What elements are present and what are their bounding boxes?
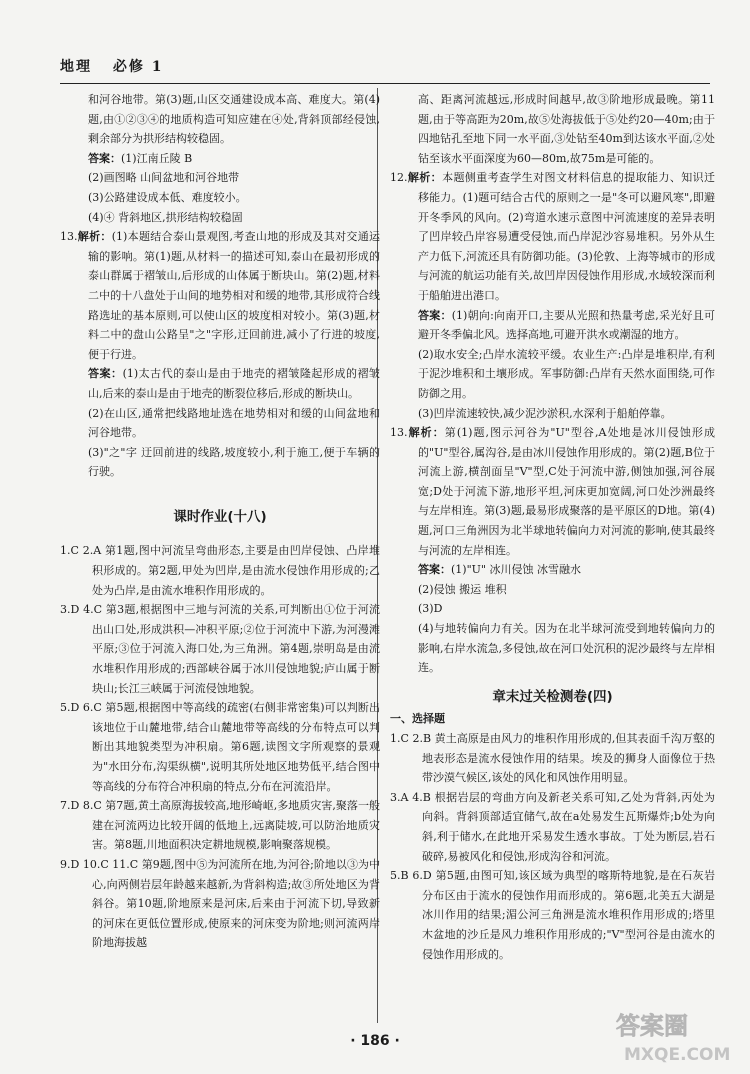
list-item <box>60 855 380 953</box>
section-title: 章末过关检测卷(四) <box>492 688 613 705</box>
analysis-text: 第(1)题,图示河谷为"U"型谷,A处地是冰川侵蚀形成的"U"型谷,属沟谷,是由冰川侵蚀作用形成的。第(2)题,B位于河流上游,横剖面呈"V"型,C处于河流中游,侧蚀加强,河谷展宽;D处于河流下游,地形平坦,河床更加宽阔,河口处沙洲最终与左岸相连。第(3)题,最易形成聚落的是平原区的D地。第(4)题,河口三角洲因为北半球地转偏向力对河流的影响,使其最终与河流的左岸相连。 <box>418 426 715 557</box>
header-volume: 必修 1 <box>112 59 164 75</box>
item-number: 1. <box>60 544 71 558</box>
analysis-text: (1)本题结合泰山景观图,考查山地的形成及其对交通运输的影响。第(1)题,从材料一的描述可知,泰山在最初形成的泰山群属于褶皱山,后形成的山体属于断块山。第(2)题,材料二中的十八盘处于山间的地势相对和缓的地带,其形成符合线路选址的基本原则,可以使山区的坡度相对较小。第(3)题,材料二中的盘山公路呈"之"字形,迂回前进,减小了行进的坡度,便于行进。 <box>88 230 381 361</box>
question-13-analysis <box>60 227 380 364</box>
list-item <box>390 788 715 866</box>
answer-line <box>60 149 380 169</box>
answer-text: (1)江南丘陵 B <box>121 151 193 165</box>
item-number: 1. <box>390 732 401 745</box>
item-text: D 8.C 第7题,黄土高原海拔较高,地形崎岖,多地质灾害,聚落一般建在河流两边比较开阔的低地上,远离陡坡,可以防治地质灾害。第8题,川地面积决定耕地规模,影响聚落规模。 <box>70 799 380 852</box>
analysis-label: 解析： <box>77 230 112 244</box>
list-item <box>390 866 715 964</box>
answer-line: (3)公路建设成本低、难度较小。 <box>88 190 247 204</box>
header-subject: 地理 <box>60 59 92 75</box>
answer-line: (4)与地转偏向力有关。因为在北半球河流受到地转偏向力的影响,右岸水流急,多侵蚀,故在河口处沉积的泥沙最终与左岸相连。 <box>418 622 715 675</box>
answer-label: 答案： <box>418 308 452 322</box>
item-number: 5. <box>390 869 401 883</box>
answer-line: (2)取水安全;凸岸水流较平缓。农业生产:凸岸是堆积岸,有利于泥沙堆积和土壤形成。军事防御:凸岸有天然水面围绕,可作防御之用。 <box>418 347 715 400</box>
answer-line: (3)凹岸流速较快,减少泥沙淤积,水深利于船舶停靠。 <box>418 406 672 420</box>
answer-label: 答案： <box>88 151 121 165</box>
answer-text: (1)太古代的泰山是由于地壳的褶皱隆起形成的褶皱山,后来的泰山是由于地壳的断裂位移后,形成的断块山。 <box>88 367 380 400</box>
list-item <box>390 729 715 788</box>
answer-line: (2)侵蚀 搬运 堆积 <box>418 582 507 596</box>
subsection-title: 一、选择题 <box>390 712 445 726</box>
analysis-label: 解析： <box>407 171 443 185</box>
paragraph: 高、距离河流越远,形成时间越早,故③阶地形成最晚。第11题,由于等高距为20m,故⑤处海拔低于⑤处约20—40m;由于四地钻孔至地下同一水平面,③处钻至40m到达该水平面,②处钻至该水平面深度为60—80m,故75m是可能的。 <box>418 93 715 165</box>
answer-label: 答案： <box>418 563 451 577</box>
item-number: 3. <box>60 603 71 617</box>
item-text: D 10.C 11.C 第9题,图中⑤为河流所在地,为河谷;阶地以③为中心,向两侧岩层年龄越来越新,为背斜构造;故③所处地区为背斜谷。第10题,阶地原来是河床,后来由于河流下切,导致新的河床在更低位置形成,使原来的河床变为阶地;则河流两岸阶地海拔越 <box>70 857 380 950</box>
item-number: 3. <box>390 790 401 804</box>
item-text: A 4.B 根据岩层的弯曲方向及新老关系可知,乙处为背斜,丙处为向斜。背斜顶部适宜储气,故在a处易发生瓦斯爆炸;b处为向斜,利于储水,在此地开采易发生透水事故。丁处为断层,岩石破碎,易被风化和侵蚀,形成沟谷和河流。 <box>400 790 715 863</box>
answer-label: 答案： <box>88 367 123 381</box>
header-rule <box>60 83 710 84</box>
list-item <box>60 541 380 600</box>
list-item <box>60 698 380 796</box>
analysis-label: 解析： <box>407 426 445 440</box>
page-header <box>60 56 178 76</box>
question-12-analysis <box>390 168 715 305</box>
list-item <box>60 796 380 855</box>
answer-line: (3)"之"字 迂回前进的线路,坡度较小,利于施工,便于车辆的行驶。 <box>88 445 380 479</box>
item-number: 9. <box>60 857 71 871</box>
item-text: C 2.B 黄土高原是由风力的堆积作用形成的,但其表面千沟万壑的地表形态是流水侵蚀作用的结果。埃及的狮身人面像位于热带沙漠气候区,该处的风化和风蚀作用明显。 <box>400 732 715 785</box>
answer-text: (1)朝向:向南开口,主要从光照和热量考虑,采光好且可避开冬季偏北风。选择高地,可避开洪水或潮湿的地方。 <box>418 308 716 342</box>
item-text: C 2.A 第1题,图中河流呈弯曲形态,主要是由凹岸侵蚀、凸岸堆积形成的。第2题,甲处为凹岸,是由流水侵蚀作用形成的;乙处为凸岸,是由流水堆积作用形成的。 <box>70 544 380 597</box>
question-13-analysis <box>390 423 715 560</box>
answer-line: (2)在山区,通常把线路地址选在地势相对和缓的山间盆地和河谷地带。 <box>88 406 380 440</box>
answer-line: (2)画图略 山间盆地和河谷地带 <box>88 171 240 185</box>
question-number: 12. <box>390 171 408 185</box>
answer-line <box>60 364 380 403</box>
page-number: · 186 · <box>350 1033 400 1049</box>
answer-line: (4)④ 背斜地区,拱形结构较稳固 <box>88 210 243 224</box>
right-column <box>390 90 715 964</box>
svg-text:答案圈: 答案圈 <box>616 1012 688 1040</box>
list-item <box>60 600 380 698</box>
watermark-logo <box>610 1004 740 1068</box>
answer-line <box>390 560 715 580</box>
question-number: 13. <box>390 426 408 440</box>
question-number: 13. <box>60 230 78 244</box>
answer-text: (1)"U" 冰川侵蚀 冰雪融水 <box>451 563 581 577</box>
left-column <box>60 90 380 953</box>
item-text: B 6.D 第5题,由图可知,该区域为典型的喀斯特地貌,是在石灰岩分布区由于流水的侵蚀作用而形成的。第6题,北美五大湖是冰川作用的结果;湄公河三角洲是流水堆积作用形成的;塔里木盆地的沙丘是风力堆积作用形成的;"V"型河谷是由流水的侵蚀作用形成的。 <box>400 869 715 961</box>
answer-line: (3)D <box>418 602 443 616</box>
item-number: 5. <box>60 701 71 715</box>
paragraph: 和河谷地带。第(3)题,山区交通建设成本高、难度大。第(4)题,由①②③④的地质构造可知应建在④处,背斜顶部经侵蚀,剩余部分为拱形结构较稳固。 <box>88 93 380 146</box>
answer-line <box>390 306 715 345</box>
item-text: D 6.C 第5题,根据图中等高线的疏密(右侧非常密集)可以判断出该地位于山麓地带,结合山麓地带等高线的分布特点可以判断出其地貌类型为冲积扇。第6题,读图文字所观察的景观为"水田分布,沟渠纵横",说明其所处地区地势低平,结合图中等高线的分布符合冲积扇的特点,分布在河流沿岸。 <box>70 701 380 793</box>
item-text: D 4.C 第3题,根据图中三地与河流的关系,可判断出①位于河流出山口处,形成洪积—冲积平原;②位于河流中下游,为河漫滩平原;③位于河流入海口处,为三角洲。第4题,崇明岛是由流水堆积作用形成的;西部峡谷属于冰川侵蚀地貌;庐山属于断块山;长江三峡属于河流侵蚀地貌。 <box>70 603 380 695</box>
svg-text:MXQE.COM: MXQE.COM <box>624 1045 731 1065</box>
section-title: 课时作业(十八) <box>173 508 267 525</box>
analysis-text: 本题侧重考查学生对图文材料信息的提取能力、知识迁移能力。(1)题可结合古代的原则之一是"冬可以避风寒",即避开冬季风的风向。(2)弯道水速示意图中河流速度的差异表明了凹岸较凸岸容易遭受侵蚀,而凸岸泥沙容易堆积。另外从生产力低下,河流还具有防御功能。(3)伦敦、上海等城市的形成与河流的航运功能有关,故凹岸因侵蚀作用形成,水域较深而利于船舶进出港口。 <box>418 171 716 302</box>
item-number: 7. <box>60 799 71 813</box>
